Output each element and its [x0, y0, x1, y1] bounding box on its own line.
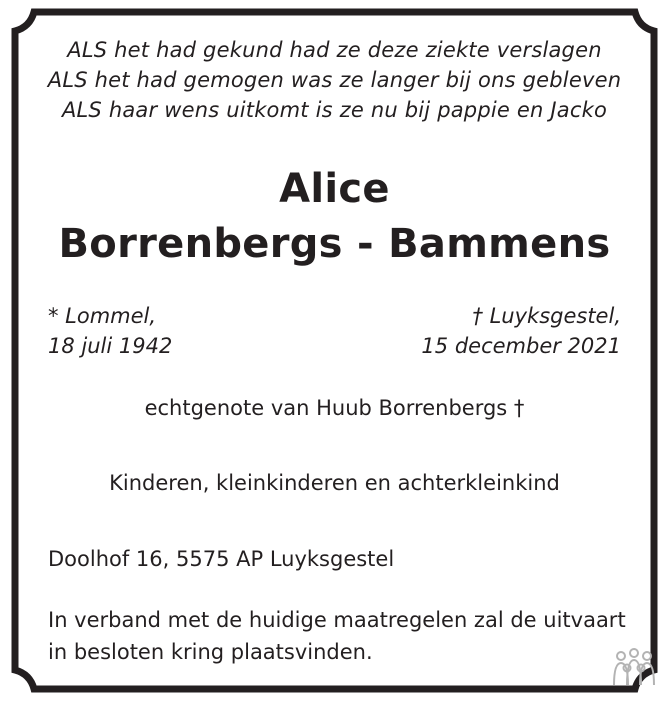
family-line: Kinderen, kleinkinderen en achterkleinkind — [109, 471, 560, 495]
surname: Borrenbergs - Bammens — [58, 221, 611, 267]
first-name: Alice — [279, 166, 390, 212]
birth-place: * Lommel, — [48, 304, 157, 328]
address: Doolhof 16, 5575 AP Luyksgestel — [48, 547, 395, 571]
death-date: 15 december 2021 — [421, 334, 621, 358]
poem-line-1: ALS het had gekund had ze deze ziekte verslagen — [67, 38, 602, 62]
spouse-line: echtgenote van Huub Borrenbergs † — [144, 396, 525, 420]
poem-line-2: ALS het had gemogen was ze langer bij ons gebleven — [47, 68, 622, 92]
notice-line-1: In verband met de huidige maatregelen zal de uitvaart — [48, 608, 626, 632]
notice-line-2: in besloten kring plaatsvinden. — [48, 640, 373, 664]
death-place: † Luyksgestel, — [472, 304, 621, 328]
poem-line-3: ALS haar wens uitkomt is ze nu bij pappie en Jacko — [61, 98, 608, 122]
people-group-icon — [611, 647, 657, 687]
birth-date: 18 juli 1942 — [48, 334, 173, 358]
